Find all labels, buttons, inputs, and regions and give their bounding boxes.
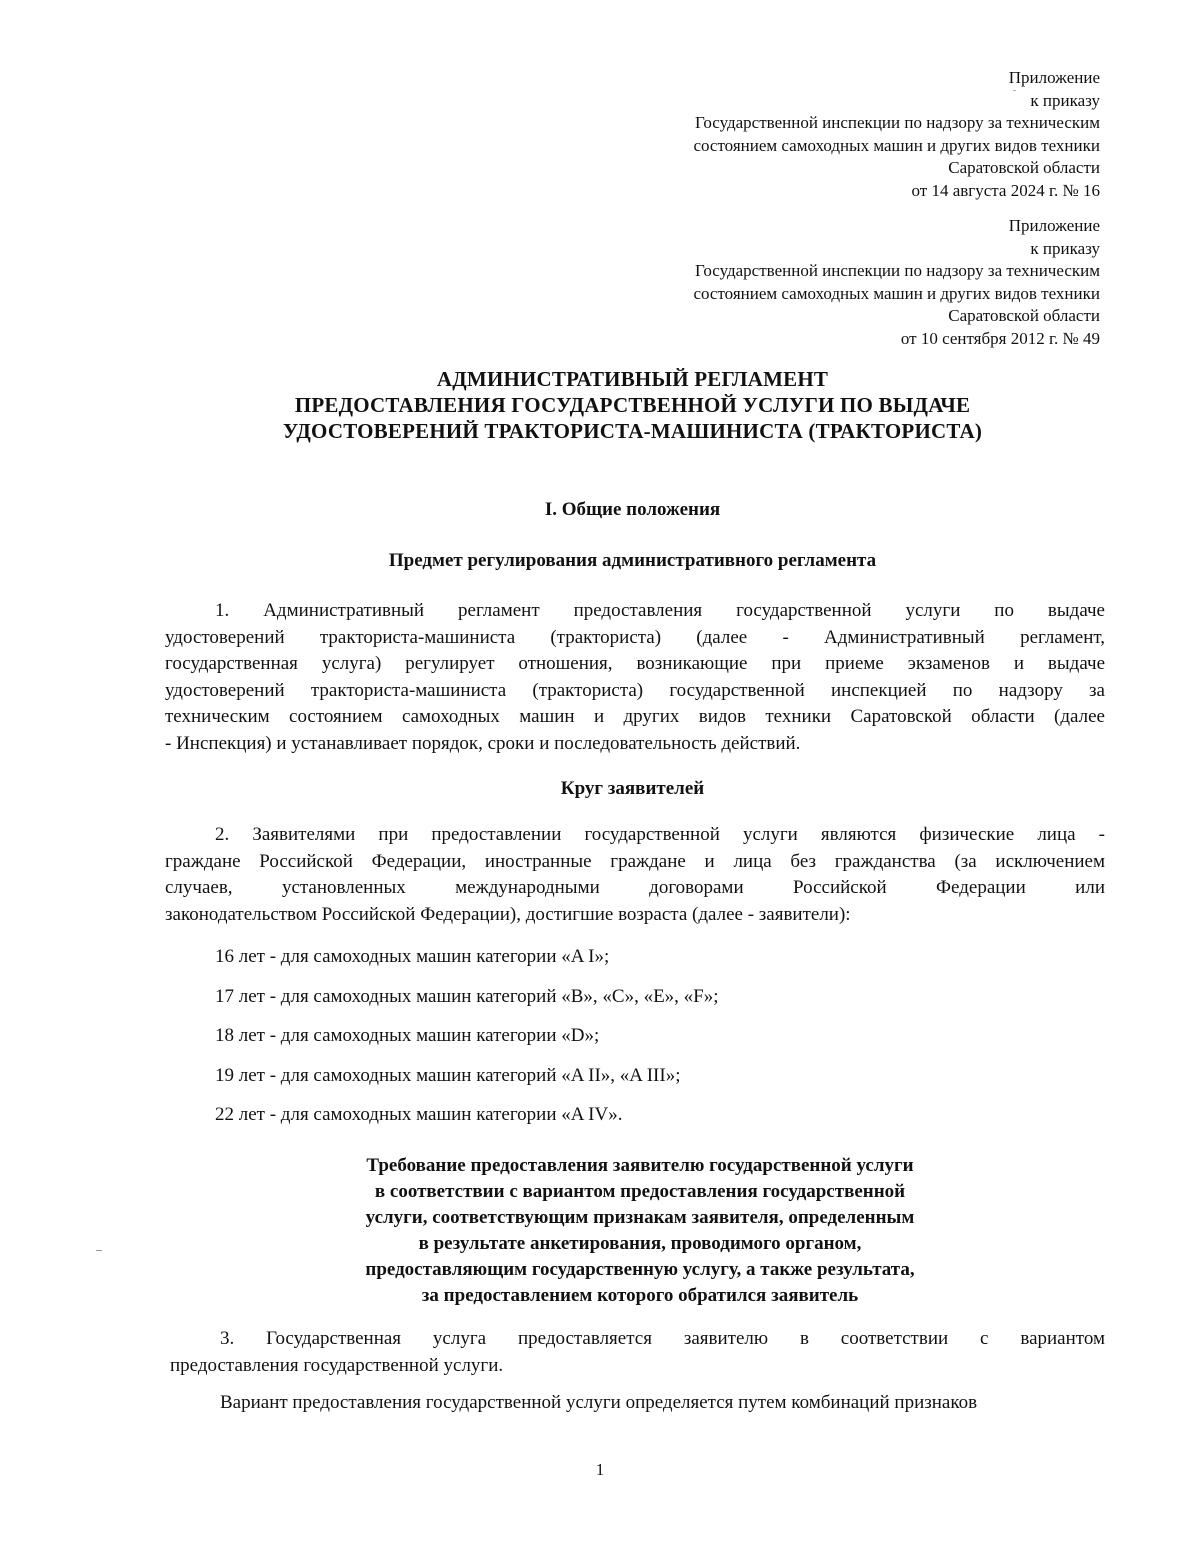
subsection-heading-subject: Предмет регулирования административного регламента <box>388 550 877 571</box>
annex-block-original-order <box>693 215 1100 350</box>
annex-line: Государственной инспекции по надзору за техническим <box>694 261 1100 280</box>
paragraph-3 <box>170 1326 1105 1379</box>
annex-block-current-order <box>693 67 1100 202</box>
title-line: УДОСТОВЕРЕНИЙ ТРАКТОРИСТА-МАШИНИСТА (ТРАКТОРИСТА) <box>282 419 983 443</box>
paragraph-line: удостоверений тракториста-машиниста (тракториста) (далее - Административный регламент, <box>165 626 1105 648</box>
paragraph-line: государственная услуга) регулирует отношения, возникающие при приеме экзаменов и выдаче <box>165 653 1105 674</box>
heading-line: услуги, соответствующим признакам заявителя, определенным <box>365 1207 915 1228</box>
paragraph-line: техническим состоянием самоходных машин и других видов техники Саратовской области (далее <box>165 706 1105 727</box>
document-title <box>160 366 1105 444</box>
heading-line: предоставляющим государственную услугу, а также результата, <box>365 1259 915 1280</box>
annex-line: Саратовской области <box>948 158 1100 177</box>
page-number: 1 <box>595 1460 605 1479</box>
subsection-heading-requirement <box>230 1153 1050 1309</box>
paragraph-line: 3. Государственная услуга предоставляется заявителю в соответствии с вариантом <box>220 1328 1105 1349</box>
paragraph-line: законодательством Российской Федерации), достигшие возраста (далее - заявители): <box>165 903 851 925</box>
subsection-heading-applicants: Круг заявителей <box>560 778 705 799</box>
age-requirement-item: 17 лет - для самоходных машин категорий «B», «C», «E», «F»; <box>215 986 719 1007</box>
heading-line: в результате анкетирования, проводимого органом, <box>418 1233 862 1254</box>
paragraph-line: - Инспекция) и устанавливает порядок, сроки и последовательность действий. <box>165 732 801 754</box>
heading-line: Требование предоставления заявителю государственной услуги <box>366 1155 914 1176</box>
age-requirement-item: 18 лет - для самоходных машин категории «D»; <box>215 1025 600 1046</box>
paragraph-line: предоставления государственной услуги. <box>170 1354 504 1376</box>
annex-line: к приказу <box>1030 90 1100 110</box>
heading-line: в соответствии с вариантом предоставления государственной <box>374 1181 906 1202</box>
annex-line: состоянием самоходных машин и других видов техники <box>693 135 1100 155</box>
heading-line: за предоставлением которого обратился заявитель <box>421 1285 859 1306</box>
paragraph-line: случаев, установленных международными договорами Российской Федерации или <box>165 877 1105 898</box>
paragraph-line: граждане Российской Федерации, иностранные граждане и лица без гражданства (за исключением <box>165 850 1105 872</box>
annex-line: Саратовской области <box>948 306 1100 325</box>
paragraph-line: удостоверений тракториста-машиниста (тракториста) государственной инспекцией по надзору за <box>165 679 1105 701</box>
paragraph-4: Вариант предоставления государственной услуги определяется путем комбинаций признаков <box>220 1392 978 1413</box>
annex-line: состоянием самоходных машин и других видов техники <box>693 283 1100 303</box>
title-line: ПРЕДОСТАВЛЕНИЯ ГОСУДАРСТВЕННОЙ УСЛУГИ ПО ВЫДАЧЕ <box>294 393 971 417</box>
paragraph-line: 1. Административный регламент предоставления государственной услуги по выдаче <box>215 600 1105 621</box>
section-heading: I. Общие положения <box>544 499 721 520</box>
age-requirement-item: 22 лет - для самоходных машин категории «A IV». <box>215 1104 623 1125</box>
annex-line: Государственной инспекции по надзору за техническим <box>694 113 1100 132</box>
annex-line: Приложение <box>1008 216 1100 235</box>
scan-artifact <box>96 1250 102 1251</box>
title-line: АДМИНИСТРАТИВНЫЙ РЕГЛАМЕНТ <box>436 367 829 391</box>
annex-line: Приложение <box>1008 68 1100 87</box>
paragraph-2 <box>165 822 1105 928</box>
annex-line: к приказу <box>1030 238 1100 258</box>
age-requirement-item: 16 лет - для самоходных машин категории «A I»; <box>215 946 610 967</box>
age-requirement-item: 19 лет - для самоходных машин категорий «A II», «A III»; <box>215 1065 681 1086</box>
paragraph-1 <box>165 598 1105 757</box>
annex-order-date: от 14 августа 2024 г. № 16 <box>911 180 1100 200</box>
annex-order-date: от 10 сентября 2012 г. № 49 <box>900 328 1100 348</box>
paragraph-line: 2. Заявителями при предоставлении государственной услуги являются физические лица - <box>215 824 1105 845</box>
